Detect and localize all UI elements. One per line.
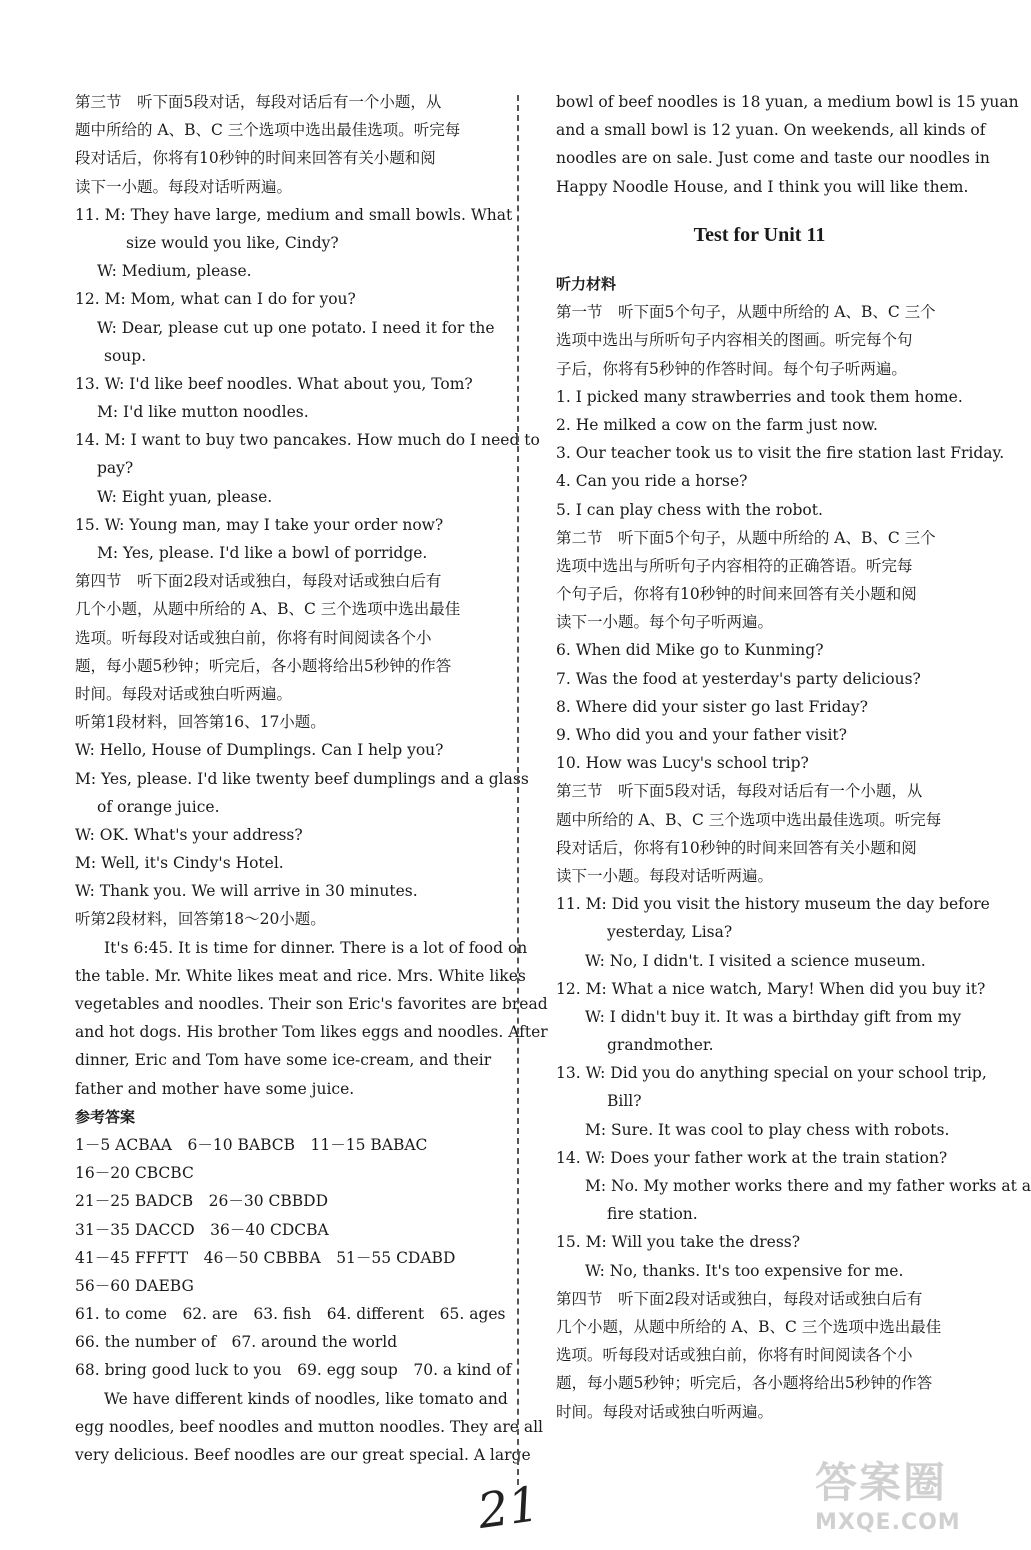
- text-line: 几个小题，从题中所给的 A、B、C 三个选项中选出最佳: [556, 1317, 942, 1336]
- text-line: bowl of beef noodles is 18 yuan, a medium bowl is 15 yuan: [556, 93, 1019, 111]
- text-line: 8. Where did your sister go last Friday?: [556, 697, 868, 716]
- text-line: 13. W: I'd like beef noodles. What about you, Tom?: [75, 374, 473, 393]
- text-line: 2. He milked a cow on the farm just now.: [556, 415, 878, 434]
- text-line: and a small bowl is 12 yuan. On weekends, all kinds of: [556, 121, 986, 140]
- text-line: 时间。每段对话或独白听两遍。: [556, 1402, 774, 1421]
- text-line: dinner, Eric and Tom have some ice-cream, and their: [75, 1051, 492, 1070]
- text-line: 5. I can play chess with the robot.: [556, 500, 823, 519]
- text-line: 12. M: Mom, what can I do for you?: [75, 290, 356, 309]
- text-line: fire station.: [607, 1205, 698, 1224]
- text-line: 11. M: They have large, medium and small bowls. What: [75, 205, 513, 224]
- text-line: 15. M: Will you take the dress?: [556, 1233, 801, 1252]
- page-number: 21: [474, 1476, 543, 1540]
- text-line: W: No, I didn't. I visited a science museum.: [585, 951, 926, 970]
- text-line: M: Sure. It was cool to play chess with robots.: [585, 1120, 950, 1139]
- text-line: 9. Who did you and your father visit?: [556, 726, 847, 744]
- text-line: egg noodles, beef noodles and mutton noodles. They are all: [75, 1417, 544, 1436]
- text-line: 选项中选出与所听句子内容相符的正确答语。听完每: [556, 556, 913, 575]
- text-line: vegetables and noodles. Their son Eric's favorites are bread: [75, 995, 548, 1013]
- text-line: 14. M: I want to buy two pancakes. How much do I need to: [75, 431, 540, 450]
- text-line: 题，每小题5秒钟；听完后，各小题将给出5秒钟的作答: [556, 1374, 933, 1393]
- text-line: very delicious. Beef noodles are our great special. A large: [75, 1446, 531, 1464]
- watermark-url: MXQE.COM: [815, 1510, 961, 1535]
- text-line: 61. to come 62. are 63. fish 64. different 65. ages: [75, 1305, 506, 1324]
- text-line: 第二节 听下面5个句子，从题中所给的 A、B、C 三个: [556, 528, 936, 547]
- text-line: 读下一小题。每段对话听两遍。: [556, 866, 774, 885]
- left-column: [75, 88, 548, 1469]
- text-line: 10. How was Lucy's school trip?: [556, 754, 809, 773]
- text-line: 读下一小题。每段对话听两遍。: [75, 177, 293, 196]
- text-line: 4. Can you ride a horse?: [556, 472, 748, 491]
- text-line: W: Dear, please cut up one potato. I need it for the: [97, 318, 495, 337]
- text-line: 7. Was the food at yesterday's party delicious?: [556, 669, 921, 688]
- text-line: 选项中选出与所听句子内容相关的图画。听完每个句: [556, 331, 913, 350]
- text-line: 6. When did Mike go to Kunming?: [556, 641, 824, 660]
- text-line: We have different kinds of noodles, like tomato and: [104, 1389, 508, 1408]
- watermark-logo: [815, 1450, 995, 1545]
- text-line: 段对话后，你将有10秒钟的时间来回答有关小题和阅: [556, 838, 917, 857]
- text-line: 题中所给的 A、B、C 三个选项中选出最佳选项。听完每: [75, 121, 461, 140]
- text-line: 56－60 DAEBG: [75, 1276, 194, 1295]
- text-line: noodles are on sale. Just come and taste our noodles in: [556, 149, 990, 168]
- text-line: 41－45 FFFTT 46－50 CBBBA 51－55 CDABD: [75, 1248, 456, 1267]
- text-line: W: Thank you. We will arrive in 30 minutes.: [75, 882, 418, 901]
- text-line: 参考答案: [75, 1107, 136, 1126]
- text-line: 第三节 听下面5段对话，每段对话后有一个小题，从: [556, 782, 923, 801]
- text-line: 听力材料: [556, 275, 617, 293]
- text-line: W: OK. What's your address?: [75, 825, 303, 844]
- text-line: 12. M: What a nice watch, Mary! When did you buy it?: [556, 979, 986, 998]
- text-line: size would you like, Cindy?: [126, 233, 339, 252]
- text-line: 题，每小题5秒钟；听完后，各小题将给出5秒钟的作答: [75, 656, 452, 675]
- text-line: soup.: [104, 346, 147, 365]
- unit-title: Test for Unit 11: [693, 224, 826, 246]
- text-line: 1. I picked many strawberries and took them home.: [556, 387, 963, 406]
- text-line: 第一节 听下面5个句子，从题中所给的 A、B、C 三个: [556, 303, 936, 322]
- text-line: pay?: [97, 459, 134, 478]
- text-line: 21－25 BADCB 26－30 CBBDD: [75, 1192, 329, 1211]
- text-line: 几个小题，从题中所给的 A、B、C 三个选项中选出最佳: [75, 600, 461, 619]
- text-line: grandmother.: [607, 1036, 714, 1055]
- text-line: 66. the number of 67. around the world: [75, 1333, 398, 1352]
- text-line: 选项。听每段对话或独白前，你将有时间阅读各个小: [556, 1346, 913, 1365]
- text-line: 选项。听每段对话或独白前，你将有时间阅读各个小: [75, 628, 432, 647]
- text-line: and hot dogs. His brother Tom likes eggs and noodles. After: [75, 1023, 548, 1042]
- text-line: 听第2段材料，回答第18～20小题。: [75, 910, 326, 929]
- text-line: 段对话后，你将有10秒钟的时间来回答有关小题和阅: [75, 149, 436, 168]
- text-line: yesterday, Lisa?: [607, 923, 733, 942]
- text-line: 时间。每段对话或独白听两遍。: [75, 684, 293, 703]
- text-line: 3. Our teacher took us to visit the fire station last Friday.: [556, 444, 1005, 463]
- text-line: M: Yes, please. I'd like twenty beef dumplings and a glass: [75, 769, 529, 788]
- text-line: W: Eight yuan, please.: [97, 487, 273, 506]
- text-line: M: Well, it's Cindy's Hotel.: [75, 854, 284, 873]
- text-line: W: No, thanks. It's too expensive for me.: [585, 1261, 904, 1280]
- text-line: 第三节 听下面5段对话，每段对话后有一个小题，从: [75, 93, 442, 111]
- text-line: 31－35 DACCD 36－40 CDCBA: [75, 1220, 329, 1239]
- text-line: of orange juice.: [97, 797, 220, 816]
- text-line: M: No. My mother works there and my father works at a: [585, 1177, 1031, 1195]
- text-line: 16－20 CBCBC: [75, 1164, 194, 1183]
- right-column-top: [556, 88, 1019, 201]
- text-line: 11. M: Did you visit the history museum the day before: [556, 895, 990, 914]
- text-line: 14. W: Does your father work at the train station?: [556, 1148, 948, 1167]
- text-line: W: I didn't buy it. It was a birthday gift from my: [585, 1007, 962, 1026]
- text-line: W: Medium, please.: [97, 262, 252, 281]
- text-line: Bill?: [607, 1092, 642, 1111]
- text-line: 1－5 ACBAA 6－10 BABCB 11－15 BABAC: [75, 1135, 428, 1154]
- text-line: 听第1段材料，回答第16、17小题。: [75, 713, 326, 732]
- text-line: 第四节 听下面2段对话或独白，每段对话或独白后有: [75, 572, 442, 591]
- text-line: 15. W: Young man, may I take your order now?: [75, 515, 444, 534]
- text-line: 读下一小题。每个句子听两遍。: [556, 613, 774, 632]
- column-divider: [517, 95, 519, 1485]
- text-line: 68. bring good luck to you 69. egg soup 70. a kind of: [75, 1361, 512, 1380]
- text-line: W: Hello, House of Dumplings. Can I help you?: [75, 741, 444, 760]
- text-line: 个句子后，你将有10秒钟的时间来回答有关小题和阅: [556, 585, 917, 604]
- text-line: M: I'd like mutton noodles.: [97, 403, 309, 422]
- text-line: the table. Mr. White likes meat and rice. Mrs. White likes: [75, 966, 526, 985]
- text-line: 题中所给的 A、B、C 三个选项中选出最佳选项。听完每: [556, 810, 942, 829]
- watermark-mark: 答案圈: [815, 1458, 948, 1507]
- text-line: father and mother have some juice.: [75, 1079, 355, 1098]
- text-line: 第四节 听下面2段对话或独白，每段对话或独白后有: [556, 1289, 923, 1308]
- text-line: It's 6:45. It is time for dinner. There is a lot of food on: [104, 938, 528, 957]
- right-column-bottom: [556, 270, 1031, 1426]
- text-line: 子后，你将有5秒钟的作答时间。每个句子听两遍。: [556, 359, 907, 378]
- text-line: 13. W: Did you do anything special on your school trip,: [556, 1064, 987, 1083]
- text-line: M: Yes, please. I'd like a bowl of porridge.: [97, 544, 428, 562]
- text-line: Happy Noodle House, and I think you will like them.: [556, 177, 969, 196]
